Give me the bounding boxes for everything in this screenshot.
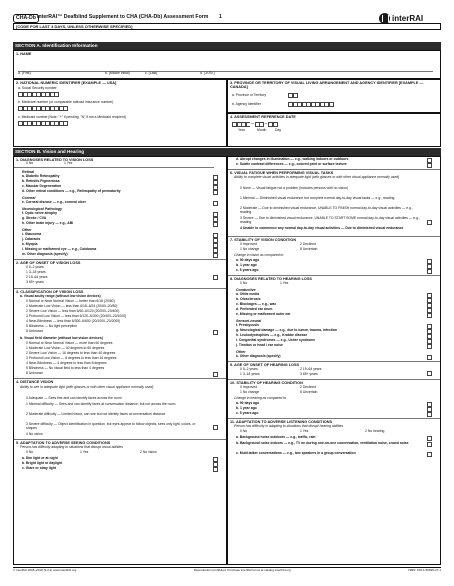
- q-a1-name: 1. NAME: [16, 52, 32, 56]
- q-a2-nni: 2. NATIONAL NUMERIC IDENTIFIER [EXAMPLE — USA]: [16, 81, 117, 85]
- b6-desc: Ability to complete visual activities in adequate light (with glasses or with other visual appliance normally used): [234, 175, 400, 179]
- ref-day-label: Day: [275, 128, 282, 132]
- b8-opt-yes: 1 Yes: [280, 281, 289, 285]
- b7-opt-1: 1 No change: [240, 247, 260, 251]
- form-tag: CHA-Db: [13, 14, 39, 23]
- checkbox-b8e[interactable]: [427, 313, 432, 318]
- medicaid-boxes[interactable]: [18, 121, 68, 126]
- b2-opt-2: 2 19–64 years: [26, 275, 48, 279]
- checkbox-b11a[interactable]: [427, 436, 432, 441]
- b9-opt-0: 0 0–2 years: [240, 367, 258, 371]
- b7-opt-0: 0 Improved: [240, 242, 257, 246]
- dx-leukodystrophies: h. Leukodystrophies — e.g., Krabbe disease: [236, 333, 308, 337]
- ssn-label: a. Social Security number: [18, 86, 57, 90]
- divider: [228, 169, 440, 170]
- checkbox-b1m[interactable]: [213, 253, 218, 258]
- q-b6-visual-fatigue: 6. VISUAL FATIGUE WHEN PERFORMING VISUAL TASKS: [230, 171, 334, 175]
- b11-opt-0: 0 No: [240, 429, 248, 433]
- b6-opt-4: 4 Unable to commence any normal day-to-day visual activities — Due to diminished visual endurance: [240, 226, 404, 230]
- code-instruction: [CODE FOR LAST 3 DAYS, UNLESS OTHERWISE SPECIFIED]: [13, 23, 441, 30]
- checkbox-b5c[interactable]: [213, 467, 218, 472]
- q-b11-adverse-listening: 11. ADAPTATION TO ADVERSE LISTENING CONDITIONS: [230, 420, 333, 424]
- b6-opt-0: 0 None — Visual fatigue not a problem (includes persons with no vision): [240, 186, 349, 190]
- section-b-header: SECTION B. Vision and Hearing: [13, 148, 441, 156]
- dx-myopia: k. Myopia: [22, 242, 38, 246]
- medicaid-label: c. Medicaid number [Note: "+" if pending, "N" if not a Medicaid recipient]: [18, 115, 126, 119]
- b11-opt-2: 2 No hearing: [365, 429, 385, 433]
- hearing-other-heading: Other: [236, 350, 246, 354]
- b9-opt-1: 1 3–18 years: [240, 372, 260, 376]
- divider: [228, 361, 440, 362]
- b5-opt-1: 1 Yes: [80, 450, 89, 454]
- dx-perforated-drum: d. Perforated ear drum: [236, 307, 273, 311]
- checkbox-b10c[interactable]: [427, 412, 432, 417]
- b5c-glare: c. Glare or stray light: [22, 466, 56, 470]
- province-label: a. Province or Territory: [232, 93, 267, 97]
- checkbox-b1e[interactable]: [213, 201, 218, 206]
- divider: [14, 167, 214, 168]
- divider: [14, 288, 226, 289]
- b3b-opt-2: 2 Severe Low Vision — 16 degrees to less than 40 degrees: [26, 351, 116, 355]
- divider: [14, 378, 226, 379]
- page-number: 1: [219, 14, 222, 20]
- b7c-5-years: c. 5 years ago: [236, 268, 259, 272]
- retinal-heading: Retinal: [22, 170, 34, 174]
- checkbox-b4[interactable]: [213, 425, 218, 430]
- b6-opt-1: 1 Minimal — Diminished visual endurance but complete normal day-to-day visual tasks — e.g., reading: [240, 196, 395, 200]
- name-first-label: a. (First): [18, 71, 31, 75]
- b6-opt-2: 2 Moderate — Due to diminished visual endurance, UNABLE TO FINISH normal day-to-day visual activities — e.g., reading: [240, 206, 413, 214]
- checkbox-b5e[interactable]: [427, 163, 432, 168]
- b11-desc: Person has difficulty in adapting to situations that disrupt hearing abilities: [234, 424, 344, 428]
- name-cell: [13, 50, 441, 79]
- dx-other-retinal: d. Other retinal conditions — e.g., Retinopathy of prematurity: [22, 189, 121, 193]
- b3a-acuity: a. Visual acuity range (without low vision devices): [20, 294, 101, 298]
- b3b-opt-3: 3 Profound Low Vision — 8 degrees to less than 16 degrees: [26, 356, 117, 360]
- divider: [228, 418, 440, 419]
- b3b-opt-1: 1 Moderate Low Vision — 40 degrees to 60 degrees: [26, 346, 105, 350]
- dx-other: m. Other diagnosis (specify): [22, 252, 68, 256]
- dx-macular-degeneration: c. Macular Degeneration: [22, 184, 62, 188]
- b8-opt-no: 0 No: [240, 281, 248, 285]
- checkbox-b3a[interactable]: [213, 330, 218, 335]
- checkbox-b7c[interactable]: [427, 269, 432, 274]
- conductive-heading: Conductive: [236, 288, 256, 292]
- checkbox-b2[interactable]: [213, 275, 218, 280]
- sensorineural-heading: Sensori-neural: [236, 319, 262, 323]
- b10-change: Change in hearing as compared to: [234, 396, 287, 400]
- b3a-opt-0: 0 Normal or Near Normal Vision — better than 6/18 (20/60): [26, 299, 115, 303]
- b4-opt-1: 1 Minimal difficulty — Sees and can identify faces at conversation distance, but not across the room: [26, 402, 176, 406]
- b3a-opt-5: 5 Blindness — No light perception: [26, 324, 78, 328]
- b7-opt-8: 8 Uncertain: [300, 247, 318, 251]
- b2-opt-1: 1 3–18 years: [26, 270, 46, 274]
- b10-opt-1: 1 No change: [240, 390, 260, 394]
- checkbox-b8k[interactable]: [427, 355, 432, 360]
- footer-copyright: © interRAI 2005–2010 (9.3.1) www.interRAI.org: [13, 568, 77, 572]
- b4-opt-3: 3 Severe difficulty — Object identification in question, but eyes appear to follow objects; sees only light, colors, or shapes: [26, 422, 196, 430]
- b3a-opt-1: 1 Moderate Low Vision — less than 6/18–6/24 (20/60–20/80): [26, 304, 118, 308]
- q-b1-vision-diagnoses: 1. DIAGNOSES RELATED TO VISION LOSS: [16, 158, 94, 162]
- page-footer: [13, 567, 441, 572]
- name-line: [18, 71, 433, 72]
- dx-otosclerosis: b. Otosclerosis: [236, 297, 261, 301]
- q-b9-hearing-onset: 9. AGE OF ONSET OF HEARING LOSS: [230, 363, 300, 367]
- b2-opt-0: 0 0–2 years: [26, 265, 44, 269]
- b5d-abrupt-changes: d. Abrupt changes in illumination — e.g., walking indoors or outdoors: [236, 157, 349, 161]
- checkbox-b11b[interactable]: [427, 442, 432, 447]
- b5-opt-0: 0 No: [26, 450, 34, 454]
- footer-isbn: ISBN: 978-1-55695-27-1: [408, 568, 441, 572]
- b3b-opt-8: 8 Unknown: [26, 371, 43, 375]
- b3b-opt-5: 5 Blindness — No visual field to less than 4 degrees: [26, 366, 105, 370]
- checkbox-b6[interactable]: [427, 220, 432, 225]
- b1-opt-no: 0 No: [26, 161, 34, 165]
- q-a4-ref-date: 4. ASSESSMENT REFERENCE DATE: [230, 115, 296, 119]
- checkbox-b8j[interactable]: [427, 344, 432, 349]
- dx-missing-eye: l. Missing or malformed eye — e.g., Coloboma: [22, 247, 97, 251]
- divider: [228, 275, 440, 276]
- b10-opt-2: 2 Declined: [300, 385, 317, 389]
- ref-year-label: Year: [238, 128, 245, 132]
- checkbox-b3b[interactable]: [213, 372, 218, 377]
- name-middle-label: b. (Middle initial): [105, 71, 130, 75]
- checkbox-b1h[interactable]: [213, 222, 218, 227]
- dx-brain-injury: h. Other brain injury — e.g., ABI: [22, 221, 74, 225]
- b11a-outdoor-noise: a. Background noise outdoors — e.g., traffic, rain: [236, 435, 316, 439]
- medicare-label: b. Medicare number (or comparable railroad insurance number): [18, 100, 114, 104]
- b4-opt-4: 4 No vision: [26, 432, 43, 436]
- b3a-opt-2: 2 Severe Low Vision — less than 6/60–6/120 (20/200–20/400): [26, 309, 120, 313]
- other-heading: Other: [22, 228, 32, 232]
- b3b-field: b. Visual field diameter (without low vision devices): [20, 336, 103, 340]
- b1-opt-yes: 1 Yes: [64, 161, 73, 165]
- name-last-label: c. (Last): [145, 71, 158, 75]
- dx-glaucoma: i. Glaucoma: [22, 232, 42, 236]
- b3a-opt-4: 4 Near-Blindness — less than 6/300–6/600 (20/1000–20/2000): [26, 319, 121, 323]
- dx-presbycusis: f. Presbycusis: [236, 323, 259, 327]
- b5a-dim-light: a. Dim light or at night: [22, 456, 58, 460]
- b4-opt-2: 2 Moderate difficulty — Limited vision, can see but not identify faces at conversation distance: [26, 412, 166, 416]
- b3b-opt-4: 4 Near-Blindness — 4 degrees to less than 8 degrees: [26, 361, 107, 365]
- divider: [14, 439, 226, 440]
- dx-retinitis-pigmentosa: b. Retinitis Pigmentosa: [22, 179, 60, 183]
- logo-text: interRAI: [392, 14, 424, 23]
- b11-opt-1: 1 Yes: [300, 429, 309, 433]
- b5b-bright-light: b. Bright light or daylight: [22, 461, 63, 465]
- q-b8-hearing-diagnoses: 8. DIAGNOSES RELATED TO HEARING LOSS: [230, 277, 312, 281]
- b10a-90-days: a. 90 days ago: [236, 401, 260, 405]
- dx-outer-ear: e. Missing or malformed outer ear: [236, 312, 291, 316]
- b4-desc: Ability to see in adequate light (with glasses or with other visual appliance normally used): [20, 385, 154, 389]
- dx-cataracts: j. Cataracts: [22, 237, 41, 241]
- ref-month-label: Month: [257, 128, 267, 132]
- q-b5-adverse-seeing: 5. ADAPTATION TO ADVERSE SEEING CONDITIONS: [16, 441, 111, 445]
- medicare-boxes[interactable]: [18, 106, 68, 111]
- b3a-opt-3: 3 Profound Low Vision — less than 6/120–6/300 (20/400–20/1000): [26, 314, 127, 318]
- b5e-contrast: e. Subtle contrast differences — e.g., colored print or surface texture: [236, 162, 347, 166]
- name-suffix-label: d. (Jr./Sr.): [200, 71, 215, 75]
- q-b7-vision-stability: 7. STABILITY OF VISION CONDITION: [230, 238, 297, 242]
- dx-tinnitus: j. Tinnitus or head / ear noise: [236, 343, 283, 347]
- divider: [228, 236, 440, 237]
- b11b-indoor-noise: b. Background noise indoors — e.g., TV on during one-on-one conversation, ventilation noise, crowd noise: [236, 441, 409, 445]
- q-b2-vision-onset: 2. AGE OF ONSET OF VISION LOSS: [16, 261, 81, 265]
- b7-opt-2: 2 Declined: [300, 242, 317, 246]
- b10-opt-0: 0 Improved: [240, 385, 257, 389]
- divider: [14, 259, 226, 260]
- dx-neurological-damage: g. Neurological damage — e.g., due to tumor, trauma, infection: [236, 328, 337, 332]
- b3a-opt-8: 8 Unknown: [26, 329, 43, 333]
- dx-diabetic-retinopathy: a. Diabetic Retinopathy: [22, 174, 60, 178]
- corneal-heading: Corneal: [22, 196, 36, 200]
- dx-optic-nerve: f. Optic nerve atrophy: [22, 211, 58, 215]
- q-b10-hearing-stability: 10. STABILITY OF HEARING CONDITION: [230, 381, 303, 385]
- agency-label: b. Agency Identifier: [232, 102, 261, 106]
- agency-boxes[interactable]: [288, 102, 333, 107]
- b4-opt-0: 0 Adequate — Sees fine and can identify faces across the room: [26, 396, 122, 400]
- b6-opt-3: 3 Severe — Due to diminished visual endurance, UNABLE TO START SOME normal day-to-day visual activities — e.g., reading: [240, 216, 420, 224]
- neuro-heading: Neurological Pathology: [22, 207, 63, 211]
- q-a3-province: 3. PROVINCE OR TERRITORY OF VISUAL LIVING ARRANGEMENT AND AGENCY IDENTIFIER [EXAMPLE — CANADA]: [230, 81, 424, 90]
- divider: [228, 379, 440, 380]
- b7-change: Change in vision as compared to: [234, 253, 284, 257]
- dx-blockages: c. Blockages — e.g., wax: [236, 302, 277, 306]
- ssn-boxes[interactable]: [18, 92, 59, 97]
- province-boxes[interactable]: [288, 93, 297, 98]
- b7a-90-days: a. 90 days ago: [236, 258, 260, 262]
- b5-desc: Person has difficulty adapting to situations that disrupt visual abilities: [20, 445, 123, 449]
- dx-stroke: g. Stroke / CVA: [22, 216, 47, 220]
- footer-reproduction: Reproduction prohibited. Purchase interRAI forms at catalog.interRAI.org: [193, 568, 291, 572]
- form-title: interRAI™ Deafblind Supplement to CHA (CHA-Db) Assessment Form: [37, 14, 209, 20]
- section-a-header: SECTION A. Identification Information: [13, 42, 441, 50]
- b10c-5-years: c. 5 years ago: [236, 411, 259, 415]
- b7b-1-year: b. 1 year ago: [236, 263, 257, 267]
- q-b4-distance-vision: 4. DISTANCE VISION: [16, 380, 54, 384]
- b9-opt-3: 3 65+ years: [300, 372, 318, 376]
- ref-date-boxes[interactable]: – –: [232, 122, 277, 127]
- dx-corneal-disease: e. Corneal disease — e.g., corneal ulcer: [22, 200, 86, 204]
- b2-opt-3: 3 65+ years: [26, 280, 44, 284]
- b3b-opt-0: 0 Normal or Near Normal Vision — more than 60 degrees: [26, 341, 113, 345]
- dx-otitis-media: a. Otitis media: [236, 292, 260, 296]
- checkbox-b11c[interactable]: [427, 452, 432, 457]
- b10b-1-year: b. 1 year ago: [236, 406, 257, 410]
- checkbox-b9[interactable]: [427, 371, 432, 376]
- dx-congenital: i. Congenital syndromes — e.g., Usher syndrome: [236, 338, 316, 342]
- q-b3-classification: 3. CLASSIFICATION OF VISION LOSS: [16, 290, 84, 294]
- dx-hearing-other: k. Other diagnosis (specify): [236, 354, 281, 358]
- b11c-multi-talker: c. Multi-talker conversations — e.g., two speakers in a group conversation: [236, 451, 356, 455]
- b9-opt-2: 2 19–64 years: [300, 367, 322, 371]
- b10-opt-8: 8 Uncertain: [300, 390, 318, 394]
- b5-opt-2: 2 No vision: [140, 450, 157, 454]
- checkbox-b1d[interactable]: [213, 190, 218, 195]
